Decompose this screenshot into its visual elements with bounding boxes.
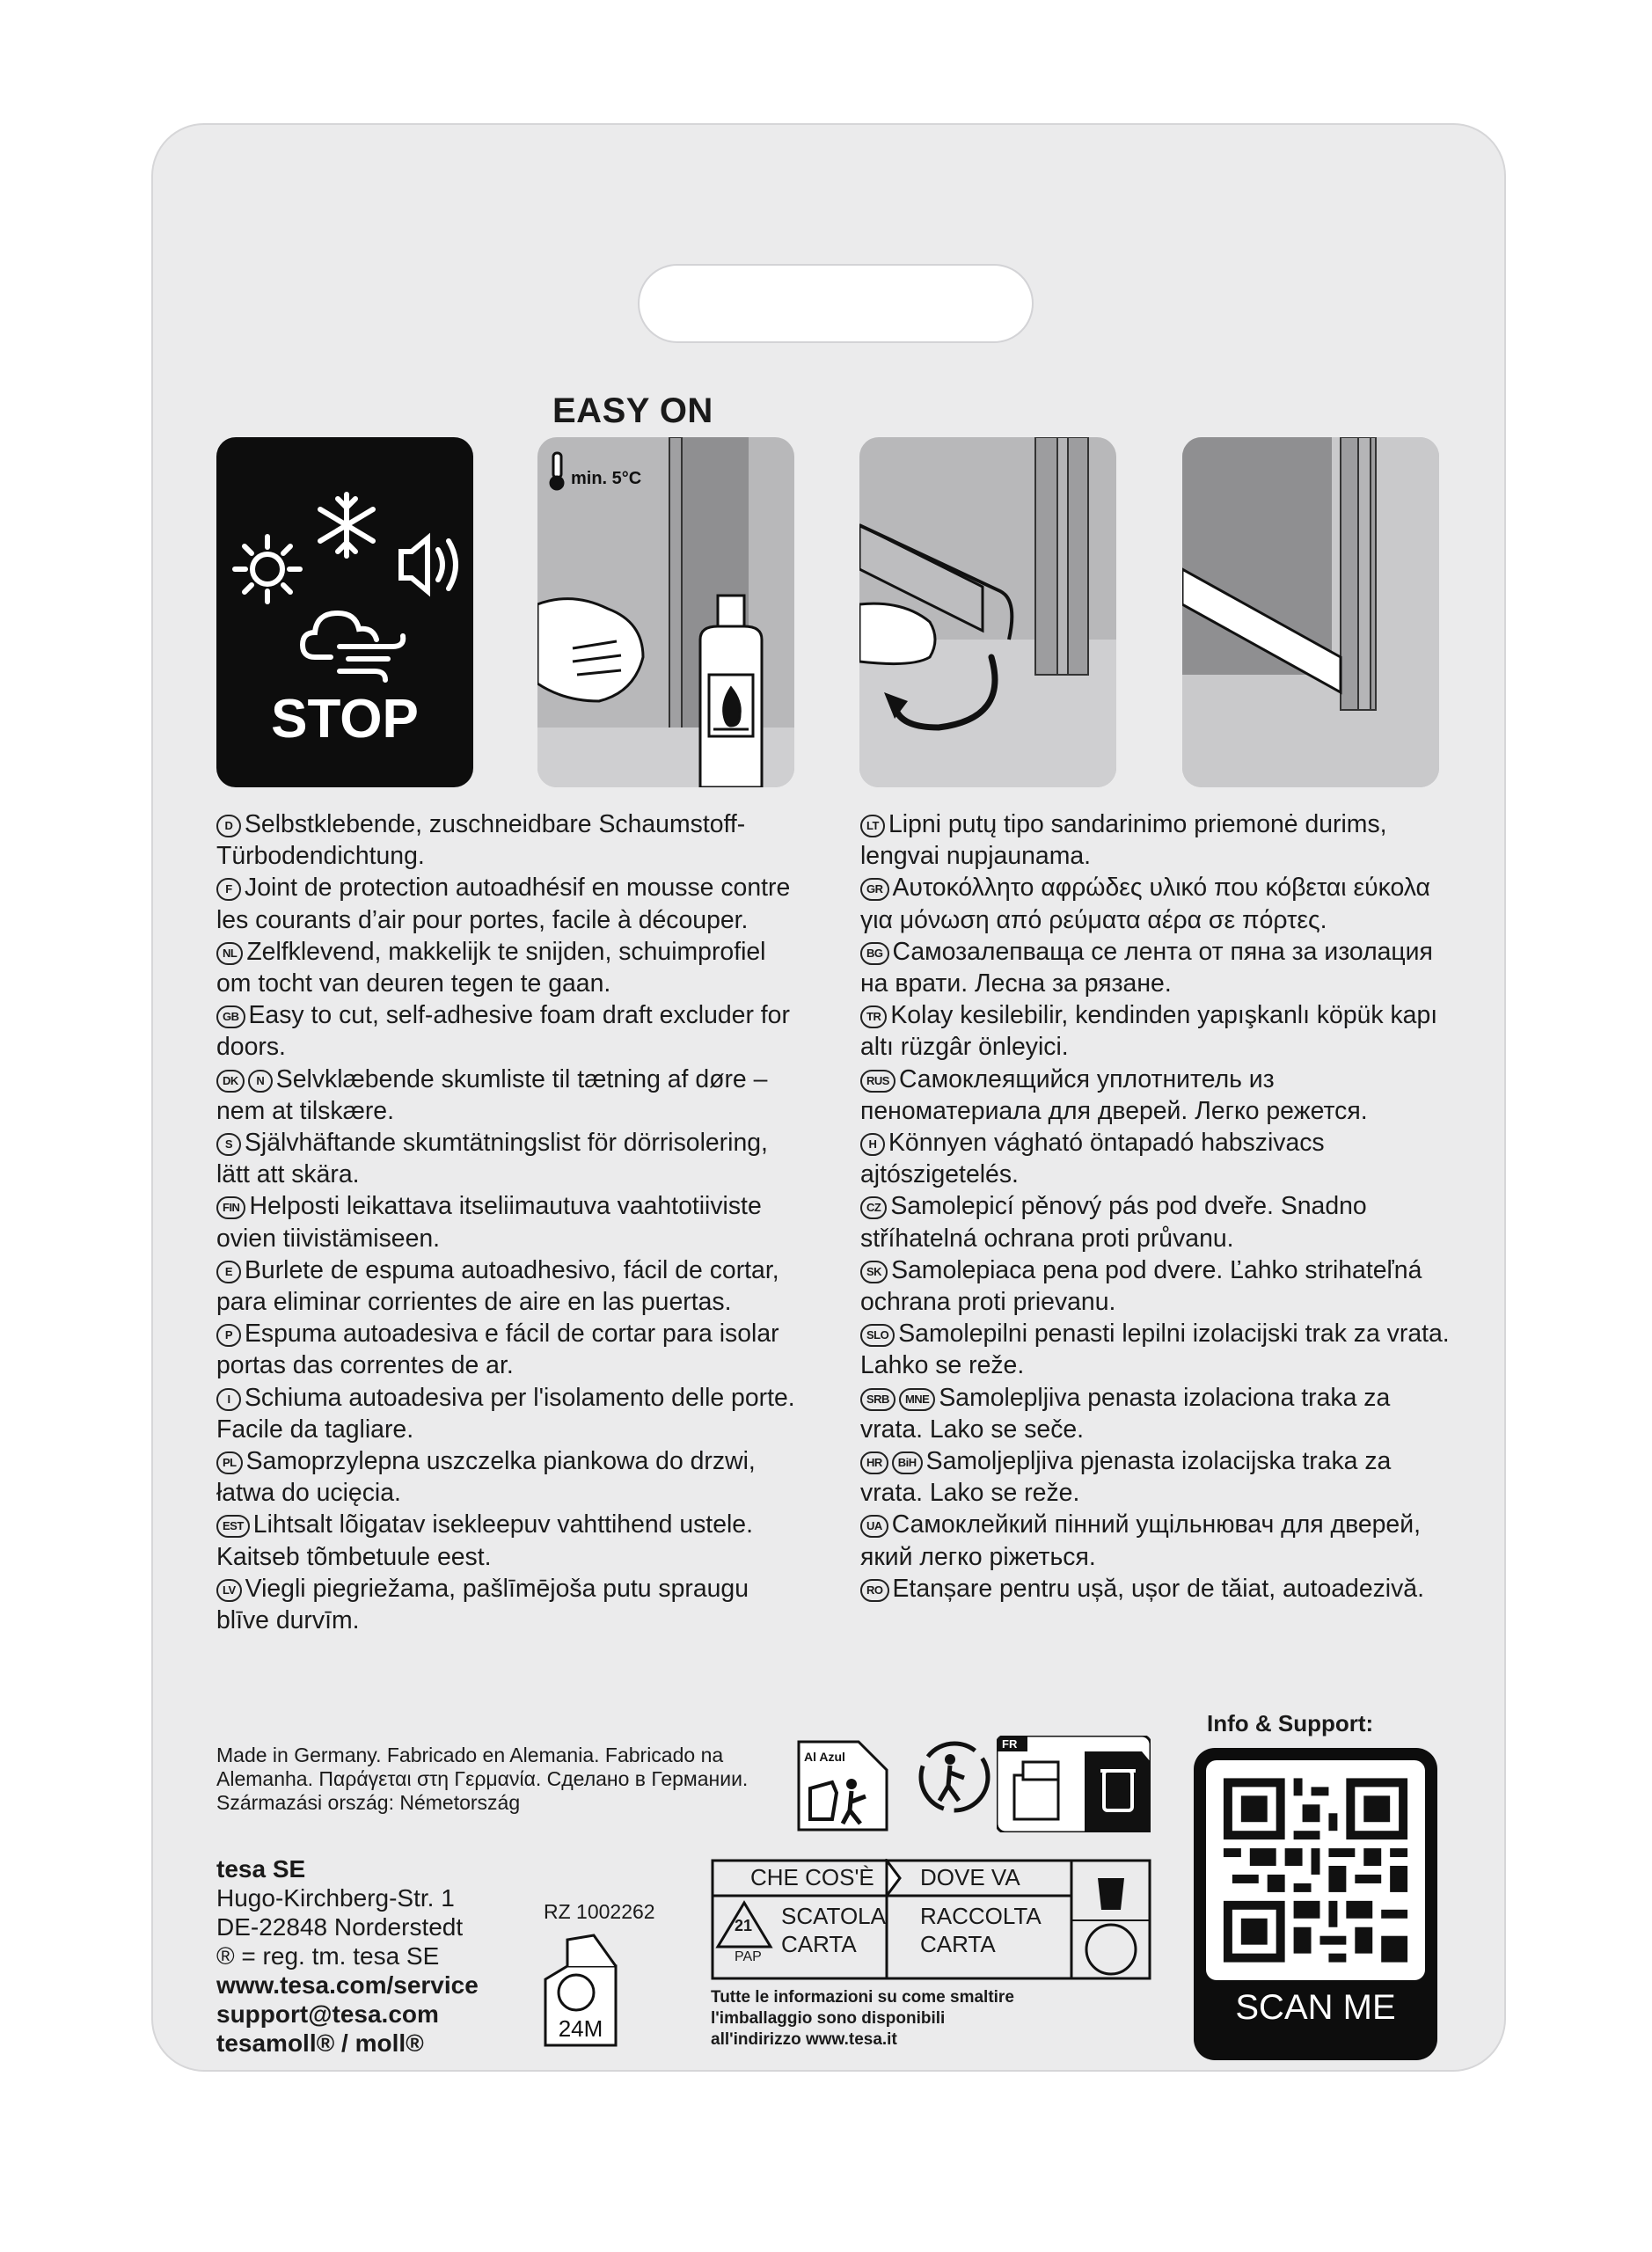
language-code-badge: RO [860, 1579, 889, 1602]
language-code-badge: E [216, 1261, 241, 1283]
language-code-badge: SK [860, 1261, 888, 1283]
brand-line: tesamoll® / moll® [216, 2029, 424, 2057]
text-d: D Selbstklebende, zuschneidbare Schaumstoff-Türbodendichtung. [216, 810, 746, 871]
language-code-badge: FIN [216, 1196, 245, 1219]
made-in-text: Made in Germany. Fabricado en Alemania. Fabricado na Alemanha. Παράγεται στη Γερμανία. Сделано в Германии. Származási ország: Németország [216, 1744, 749, 1814]
bin-2: CARTA [920, 1931, 996, 1957]
language-code-badge: BiH [892, 1451, 923, 1474]
scan-me-label: SCAN ME [1235, 1988, 1396, 2027]
snowflake-icon [320, 494, 373, 556]
sun-icon [235, 537, 300, 602]
language-code-badge: GR [860, 878, 889, 901]
trademark-note: ® = reg. tm. tesa SE [216, 1942, 440, 1970]
company-street: Hugo-Kirchberg-Str. 1 [216, 1884, 455, 1912]
thermometer-icon [551, 453, 563, 489]
language-code-badge: N [248, 1070, 273, 1093]
language-column-right [860, 808, 1458, 1605]
text-sk: SK Samolepiaca pena pod dvere. Ľahko strihateľná ochrana proti prievanu. [860, 1255, 1422, 1317]
text-lv: LV Viegli piegriežama, pašlīmējoša putu spraugu blīve durvīm. [216, 1574, 749, 1635]
language-code-badge: RUS [860, 1070, 895, 1093]
material-1: SCATOLA [781, 1903, 886, 1929]
support-email[interactable]: support@tesa.com [216, 2000, 439, 2028]
hand-applying-icon [859, 603, 935, 663]
text-ua: UA Самоклейкий пінний ущільнювач для дверей, який легко ріжеться. [860, 1510, 1421, 1571]
text-e: E Burlete de espuma autoadhesivo, fácil de cortar, para eliminar corrientes de aire en las puertas. [216, 1255, 779, 1317]
text-h: H Könnyen vágható öntapadó habszivacs ajtószigetelés. [860, 1129, 1325, 1189]
language-code-badge: P [216, 1324, 241, 1347]
language-code-badge: SRB [860, 1388, 895, 1411]
language-code-badge: LT [860, 815, 885, 837]
italy-note: Tutte le informazioni su come smaltire l'imballaggio sono disponibili all'indirizzo www.tesa.it [711, 1988, 1014, 2049]
hang-hole [638, 264, 1034, 343]
rz-code: RZ 1002262 [544, 1900, 655, 1923]
language-code-badge: PL [216, 1451, 243, 1474]
shelf-life-icon [541, 1931, 620, 2050]
weather-icons [216, 437, 473, 684]
recycling-person-icon [915, 1737, 994, 1821]
material-code: 21 [735, 1917, 753, 1934]
text-hr-bih: HR BiH Samoljepljiva pjenasta izolacijska traka za vrata. Lako se reže. [860, 1447, 1392, 1508]
text-f: F Joint de protection autoadhésif en mousse contre les courants d’air pour portes, facile à découper. [216, 874, 791, 934]
language-column-left [216, 808, 806, 1636]
text-rus: RUS Самоклеящийся уплотнитель из пеноматериала для дверей. Легко режется. [860, 1064, 1368, 1125]
language-code-badge: S [216, 1133, 241, 1156]
text-est: EST Lihtsalt lõigatav isekleepuv vahttihend ustele. Kaitseb tõmbetuule eest. [216, 1510, 753, 1571]
material-2: CARTA [781, 1931, 857, 1957]
language-code-badge: NL [216, 942, 243, 965]
step-clean-panel [537, 437, 794, 787]
text-p: P Espuma autoadesiva e fácil de cortar para isolar portas das correntes de ar. [216, 1320, 779, 1380]
fr-triman-icon [997, 1736, 1151, 1832]
ai-azul-label: Al Azul [804, 1750, 845, 1764]
qr-code-icon [1206, 1760, 1425, 1980]
text-gr: GR Αυτοκόλλητο αφρώδες υλικό που κόβεται εύκολα για μόνωση από ρεύματα αέρα σε πόρτες. [860, 874, 1430, 934]
what-label: CHE COS'È [750, 1864, 874, 1890]
text-fin: FIN Helposti leikattava itseliimautuva vaahtotiiviste ovien tiivistämiseen. [216, 1192, 762, 1253]
language-code-badge: SLO [860, 1324, 895, 1347]
language-code-badge: MNE [899, 1388, 935, 1411]
step-result-panel [1182, 437, 1439, 787]
text-tr: TR Kolay kesilebilir, kendinden yapışkanlı köpük kapı altı rüzgâr önleyici. [860, 1001, 1438, 1062]
text-slo: SLO Samolepilni penasti lepilni izolacijski trak za vrata. Lahko se reže. [860, 1320, 1450, 1380]
text-i: I Schiuma autoadesiva per l'isolamento delle porte. Facile da tagliare. [216, 1383, 795, 1444]
fr-label: FR [1002, 1737, 1018, 1751]
text-s: S Självhäftande skumtätningslist för dörrisolering, lätt att skära. [216, 1129, 768, 1189]
language-code-badge: F [216, 878, 241, 901]
ai-azul-icon [797, 1740, 888, 1832]
stop-weather-panel [216, 437, 473, 787]
company-address [216, 1854, 479, 2058]
easy-on-title: EASY ON [552, 391, 713, 430]
language-code-badge: DK [216, 1070, 245, 1093]
language-code-badge: CZ [860, 1196, 887, 1219]
bin-1: RACCOLTA [920, 1903, 1042, 1929]
step-apply-panel [859, 437, 1116, 787]
text-nl: NL Zelfklevend, makkelijk te snijden, schuimprofiel om tocht van deuren tegen te gaan. [216, 937, 766, 998]
qr-code-panel[interactable] [1194, 1748, 1437, 2060]
stop-label: STOP [271, 689, 419, 749]
service-url[interactable]: www.tesa.com/service [216, 1971, 479, 1999]
text-ro: RO Etanșare pentru ușă, ușor de tăiat, autoadezivă. [860, 1573, 1458, 1605]
hand-cloth-icon [537, 599, 643, 701]
language-code-badge: TR [860, 1005, 887, 1028]
text-lt: LT Lipni putų tipo sandarinimo priemonė durims, lengvai nupjaunama. [860, 810, 1387, 871]
min-temperature: min. 5°C [571, 469, 642, 488]
language-code-badge: GB [216, 1005, 245, 1028]
text-gb: GB Easy to cut, self-adhesive foam draft excluder for doors. [216, 1001, 790, 1062]
company-name: tesa SE [216, 1855, 306, 1883]
shelf-life-label: 24M [558, 2015, 603, 2042]
language-code-badge: I [216, 1388, 241, 1411]
language-code-badge: D [216, 815, 241, 837]
language-code-badge: UA [860, 1515, 888, 1538]
text-srb-mne: SRB MNE Samolepljiva penasta izolaciona traka za vrata. Lako se seče. [860, 1383, 1391, 1444]
text-cz: CZ Samolepicí pěnový pás pod dveře. Snadno stříhatelná ochrana proti průvanu. [860, 1192, 1367, 1253]
language-code-badge: H [860, 1133, 885, 1156]
language-code-badge: LV [216, 1579, 242, 1602]
company-city: DE-22848 Norderstedt [216, 1913, 464, 1941]
text-bg: BG Самозалепваща се лента от пяна за изолация на врати. Лесна за рязане. [860, 937, 1433, 998]
text-dk-n: DK N Selvklæbende skumliste til tætning af døre – nem at tilskære. [216, 1064, 768, 1125]
language-code-badge: EST [216, 1515, 250, 1538]
sound-icon [401, 538, 456, 591]
wind-cloud-icon [303, 613, 403, 680]
language-code-badge: HR [860, 1451, 888, 1474]
language-code-badge: BG [860, 942, 889, 965]
support-label: Info & Support: [1207, 1710, 1374, 1737]
pap-label: PAP [735, 1949, 762, 1964]
where-label: DOVE VA [920, 1864, 1020, 1890]
text-pl: PL Samoprzylepna uszczelka piankowa do drzwi, łatwa do ucięcia. [216, 1447, 756, 1508]
